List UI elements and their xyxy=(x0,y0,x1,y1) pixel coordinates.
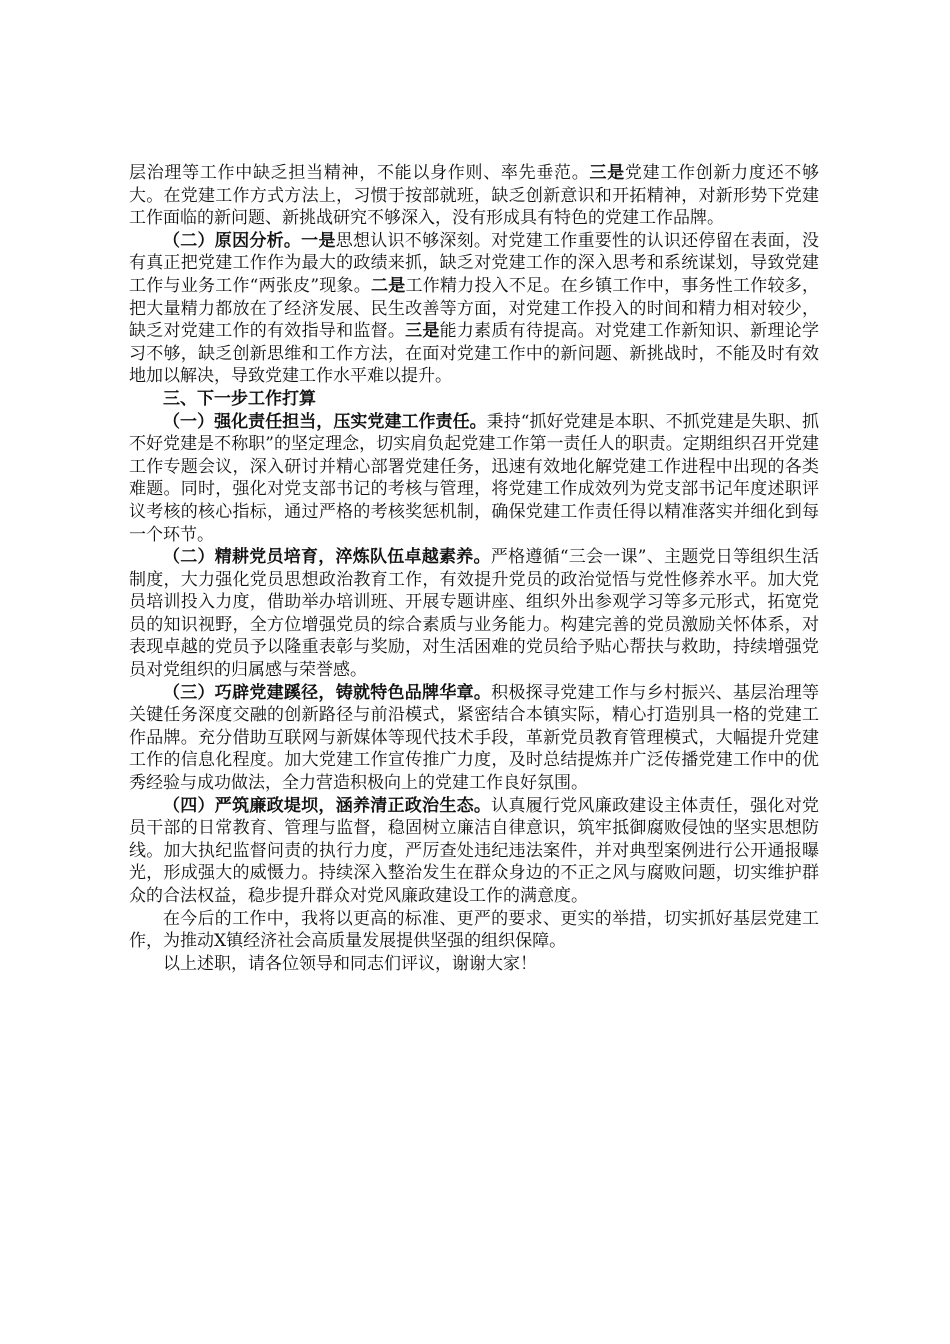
text-run: 工作精力投入不足。在乡镇工作中，事务性工作较多，把大量精力都放在了经济发展、民生改善等方面，对党建工作投入的时间和精力相对较少，缺乏对党建工作的有效指导和监督。 xyxy=(129,275,820,342)
text-run: 思想认识不够深刻。对党建工作重要性的认识还停留在表面，没有真正把党建工作作为最大的政绩来抓，缺乏对党建工作的深入思考和系统谋划，导致党建工作与业务工作“两张皮”现象。 xyxy=(129,230,820,296)
section-heading: 三、下一步工作打算 xyxy=(163,388,316,409)
text-run: 能力素质有待提高。对党建工作新知识、新理论学习不够，缺乏创新思维和工作方法，在面对党建工作中的新问题、新挑战时，不能及时有效地加以解决，导致党建工作水平难以提升。 xyxy=(129,321,820,387)
subheading-run: （二）精耕党员培育，淬炼队伍卓越素养。 xyxy=(163,547,491,568)
subheading-run: （三）巧辟党建蹊径，铸就特色品牌华章。 xyxy=(163,682,492,703)
text-run: 党建工作创新力度还不够大。在党建工作方式方法上，习惯于按部就班，缺乏创新意识和开拓精神，对新形势下党建工作面临的新问题、新挑战研究不够深入，没有形成具有特色的党建工作品牌。 xyxy=(129,163,820,229)
paragraph-item-2 xyxy=(129,546,819,682)
text-run: 层治理等工作中缺乏担当精神，不能以身作则、率先垂范。 xyxy=(129,163,590,183)
text-run: 严格遵循“三会一课”、主题党日等组织生活制度，大力强化党员思想政治教育工作，有效提升党员的政治觉悟与党性修养水平。加大党员培训投入力度，借助举办培训班、开展专题讲座、组织外出参观学习等多元形式，拓宽党员的知识视野，全方位增强党员的综合素质与业务能力。构建完善的党员激励关怀体系，对表现卓越的党员予以隆重表彰与奖励，对生活困难的党员给予贴心帮扶与救助，持续增强党员对党组织的归属感与荣誉感。 xyxy=(129,547,819,681)
document-page xyxy=(129,162,819,975)
text-run: 秉持“抓好党建是本职、不抓党建是失职、抓不好党建是不称职”的坚定理念，切实肩负起党建工作第一责任人的职责。定期组织召开党建工作专题会议，深入研讨并精心部署党建任务，迅速有效地化解党建工作进程中出现的各类难题。同时，强化对党支部书记的考核与管理，将党建工作成效列为党支部书记年度述职评议考核的核心指标，通过严格的考核奖惩机制，确保党建工作责任得以精准落实并细化到每一个环节。 xyxy=(129,411,819,545)
paragraph-item-3 xyxy=(129,682,819,795)
text-run: 认真履行党风廉政建设主体责任，强化对党员干部的日常教育、管理与监督，稳固树立廉洁自律意识，筑牢抵御腐败侵蚀的坚实思想防线。加大执纪监督问责的执行力度，严厉查处违纪违法案件，并对典型案例进行公开通报曝光，形成强大的威慑力。持续深入整治发生在群众身边的不正之风与腐败问题，切实维护群众的合法权益，稳步提升群众对党风廉政建设工作的满意度。 xyxy=(129,795,820,906)
paragraph-conclusion: 在今后的工作中，我将以更高的标准、更严的要求、更实的举措，切实抓好基层党建工作，为推动X镇经济社会高质量发展提供坚强的组织保障。 xyxy=(129,908,819,952)
paragraph-closing: 以上述职，请各位领导和同志们评议，谢谢大家！ xyxy=(163,953,537,974)
paragraph-cause-analysis xyxy=(129,230,819,388)
bold-run: 二是 xyxy=(371,275,406,296)
paragraph-item-4 xyxy=(129,795,819,908)
subheading-run: （一）强化责任担当，压实党建工作责任。 xyxy=(163,411,487,432)
subheading-run: （四）严筑廉政堤坝，涵养清正政治生态。 xyxy=(163,795,492,816)
paragraph-continuation xyxy=(129,162,819,230)
bold-run: 一是 xyxy=(301,230,336,251)
bold-run: 三是 xyxy=(589,163,625,183)
text-run: 积极探寻党建工作与乡村振兴、基层治理等关键任务深度交融的创新路径与前沿模式，紧密结合本镇实际，精心打造别具一格的党建工作品牌。充分借助互联网与新媒体等现代技术手段，革新党员教育管理模式，大幅提升党建工作的信息化程度。加大党建工作宣传推广力度，及时总结提炼并广泛传播党建工作中的优秀经验与成功做法，全力营造积极向上的党建工作良好氛围。 xyxy=(129,682,820,794)
subheading-run: （二）原因分析。 xyxy=(163,230,302,251)
paragraph-item-1 xyxy=(129,411,819,547)
bold-run: 三是 xyxy=(405,321,440,342)
